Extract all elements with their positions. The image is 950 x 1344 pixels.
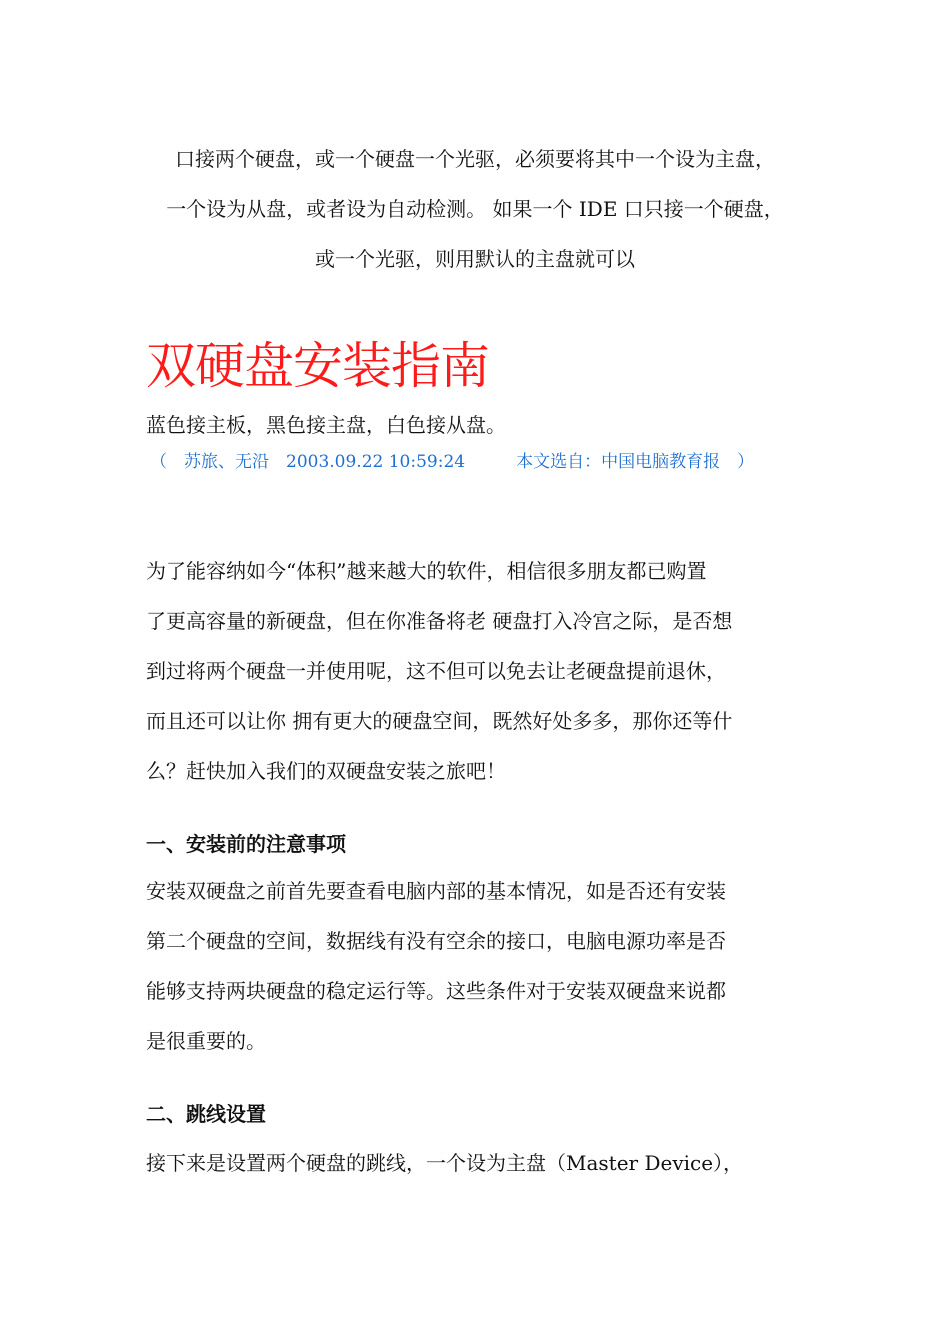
section-heading-1: 一、安装前的注意事项 (146, 832, 346, 856)
paragraph-line: 了更高容量的新硬盘，但在你准备将老 硬盘打入冷宫之际，是否想 (146, 609, 733, 633)
body-paragraph-2 (146, 866, 826, 1066)
intro-line: 口接两个硬盘，或一个硬盘一个光驱，必须要将其中一个设为主盘， (175, 147, 775, 171)
paragraph-line: 么？赶快加入我们的双硬盘安装之旅吧！ (146, 759, 506, 783)
paragraph-line: 为了能容纳如今“体积”越来越大的软件，相信很多朋友都已购置 (146, 559, 707, 583)
intro-line: 一个设为从盘，或者设为自动检测。 如果一个 IDE 口只接一个硬盘， (166, 197, 784, 221)
paragraph-line: 安装双硬盘之前首先要查看电脑内部的基本情况，如是否还有安装 (146, 879, 726, 903)
body-paragraph-3 (146, 1138, 826, 1188)
article-meta: （ 苏旅、无沿 2003.09.22 10:59:24 本文选自：中国电脑教育报 ） (150, 452, 755, 472)
intro-line: 或一个光驱，则用默认的主盘就可以 (315, 247, 635, 271)
article-title: 双硬盘安装指南 (146, 337, 489, 395)
section-heading-2: 二、跳线设置 (146, 1102, 266, 1126)
paragraph-line: 第二个硬盘的空间，数据线有没有空余的接口，电脑电源功率是否 (146, 929, 726, 953)
paragraph-line: 能够支持两块硬盘的稳定运行等。这些条件对于安装双硬盘来说都 (146, 979, 726, 1003)
paragraph-line: 是很重要的。 (146, 1029, 266, 1053)
body-paragraph-1 (146, 546, 826, 796)
article-subtitle: 蓝色接主板，黑色接主盘，白色接从盘。 (146, 413, 506, 437)
intro-paragraph (0, 134, 950, 284)
paragraph-line: 而且还可以让你 拥有更大的硬盘空间，既然好处多多，那你还等什 (146, 709, 733, 733)
paragraph-line: 到过将两个硬盘一并使用呢，这不但可以免去让老硬盘提前退休， (146, 659, 726, 683)
paragraph-line: 接下来是设置两个硬盘的跳线，一个设为主盘（Master Device）， (146, 1151, 744, 1175)
